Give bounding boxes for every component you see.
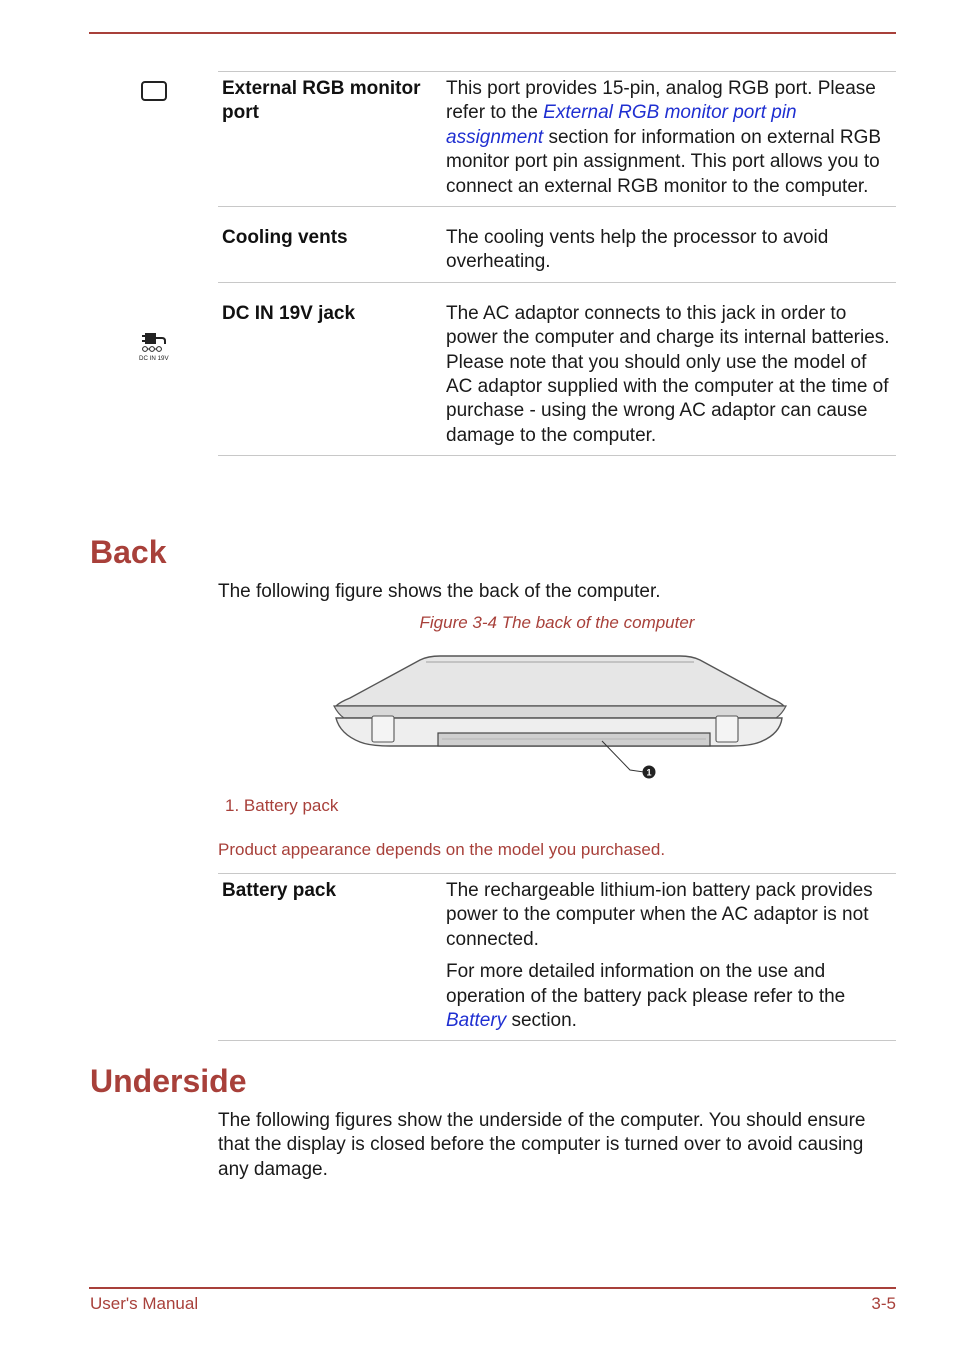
monitor-port-icon xyxy=(141,81,167,101)
desc-text: For more detailed information on the use and operation of the battery pack please refer to the xyxy=(446,961,846,1007)
underside-intro: The following figures show the underside of the computer. You should ensure that the display is closed before the computer is turned over to avoid causing any damage. xyxy=(218,1110,866,1180)
figure-caption: Figure 3-4 The back of the computer xyxy=(419,613,695,632)
header-rule xyxy=(89,32,896,34)
callout-number: 1 xyxy=(646,767,652,778)
desc-text: section. xyxy=(506,1010,577,1032)
desc-text: section for information on external RGB monitor port pin assignment. This port allows you to connect an external RGB monitor to the computer. xyxy=(446,126,882,197)
battery-table xyxy=(218,873,896,1041)
figure-legend: 1. Battery pack xyxy=(225,796,339,815)
laptop-back-figure xyxy=(330,650,790,782)
link-rgb-pin-assignment[interactable]: External RGB monitor port pin assignment xyxy=(446,102,797,148)
desc-cooling-vents xyxy=(446,221,896,282)
term-battery-pack: Battery pack xyxy=(222,880,337,901)
power-plug-icon xyxy=(138,328,174,362)
page-number: 3-5 xyxy=(871,1294,896,1313)
desc-battery-pack xyxy=(446,874,896,1040)
desc-dc-in-jack xyxy=(446,297,896,455)
ports-table xyxy=(218,71,896,456)
term-dc-in-jack: DC IN 19V jack xyxy=(222,302,356,324)
table-row xyxy=(218,206,896,282)
table-row xyxy=(218,873,896,1041)
appearance-note: Product appearance depends on the model you purchased. xyxy=(218,840,666,859)
desc-rgb-port xyxy=(446,72,896,206)
term-rgb-port: External RGB monitor port xyxy=(222,78,421,124)
desc-text: This port provides 15-pin, analog RGB port. Please refer to the xyxy=(446,78,876,124)
back-intro: The following figure shows the back of the computer. xyxy=(218,581,661,602)
table-row xyxy=(218,71,896,206)
link-battery[interactable]: Battery xyxy=(446,1010,507,1032)
table-row xyxy=(218,282,896,456)
heading-back: Back xyxy=(90,534,167,570)
dc-icon-label: DC IN 19V xyxy=(139,355,169,362)
heading-underside: Underside xyxy=(90,1063,247,1099)
desc-text: The rechargeable lithium-ion battery pack provides power to the computer when the AC adaptor is not connected. xyxy=(446,880,873,950)
footer-rule xyxy=(89,1287,896,1289)
desc-text: The AC adaptor connects to this jack in order to power the computer and charge its internal batteries. Please note that you should only use the model of AC adaptor supplied with the computer at the time of purchase - using the wrong AC adaptor can cause damage to the computer. xyxy=(446,302,890,446)
term-cooling-vents: Cooling vents xyxy=(222,227,348,249)
footer-title: User's Manual xyxy=(90,1294,199,1313)
desc-text: The cooling vents help the processor to avoid overheating. xyxy=(446,227,829,273)
